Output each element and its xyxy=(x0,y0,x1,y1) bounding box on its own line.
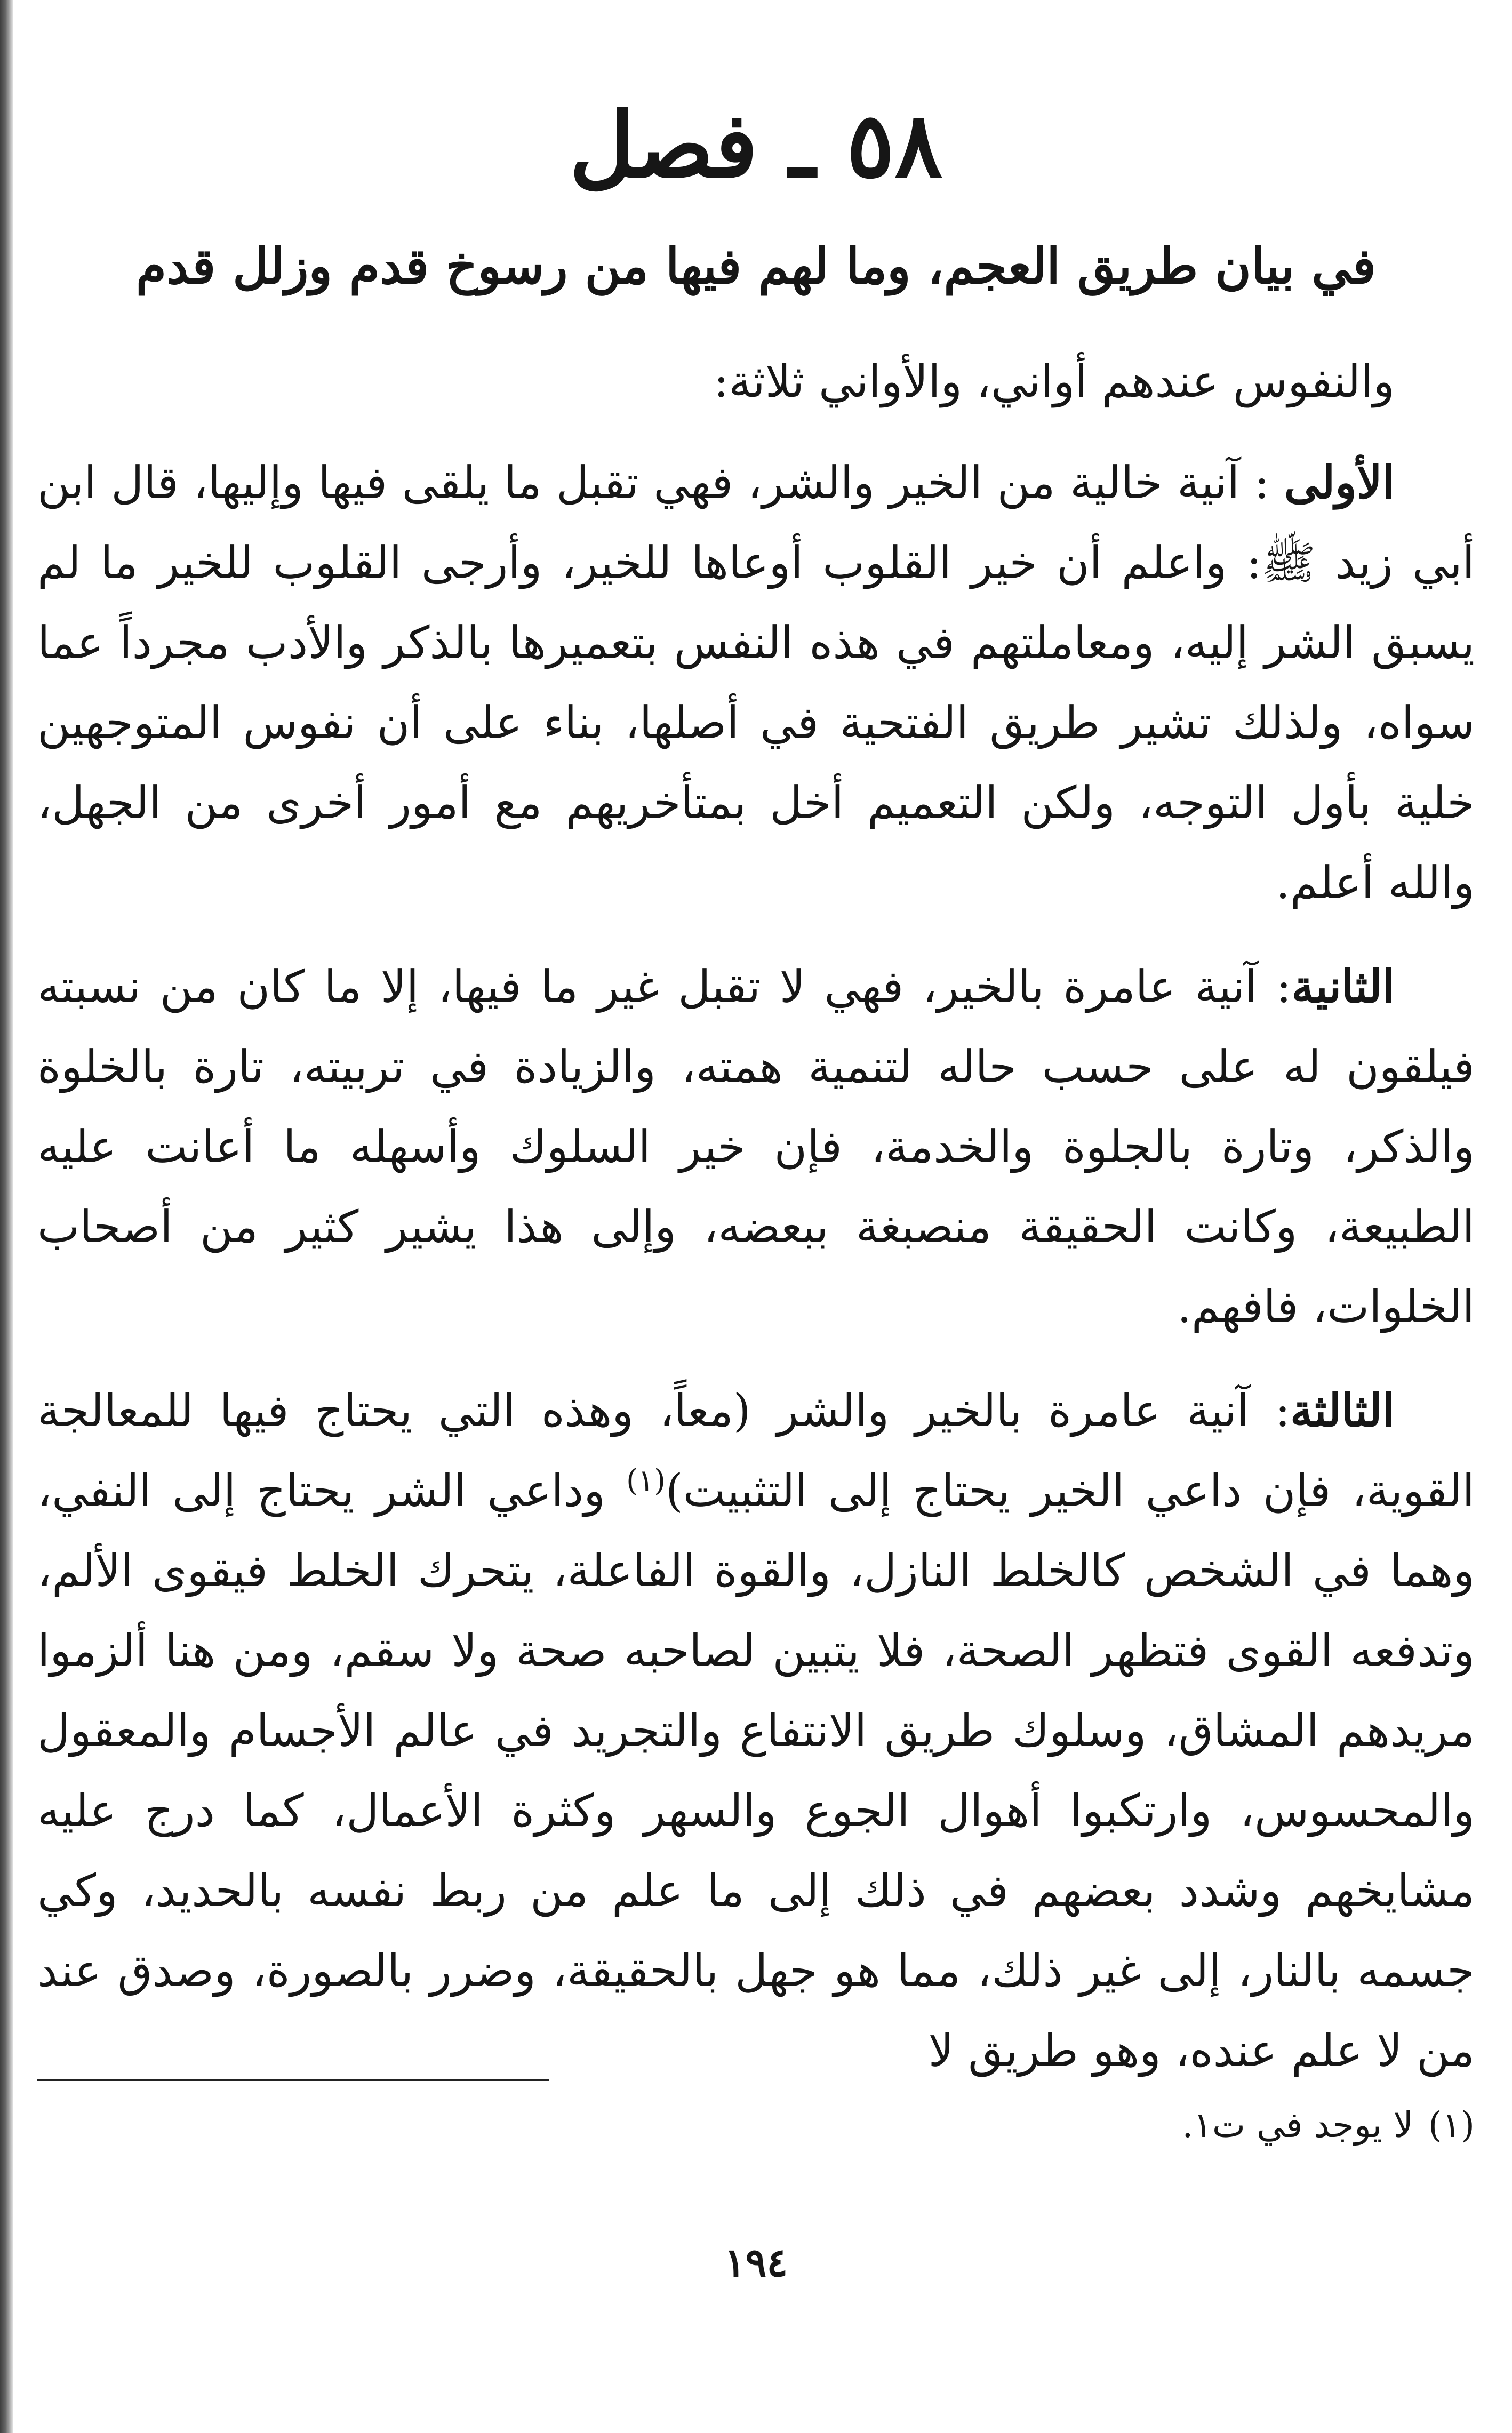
main-text xyxy=(37,341,1475,2115)
footnote-number: (١) xyxy=(1428,2104,1475,2146)
chapter-subtitle: في بيان طريق العجم، وما لهم فيها من رسوخ قدم وزلل قدم xyxy=(136,237,1376,295)
footnote-text: لا يوجد في ت١. xyxy=(1182,2104,1414,2146)
paragraph-label: الأولى xyxy=(1284,456,1395,509)
paragraph-third-vessel xyxy=(37,1371,1475,2091)
scan-binding-edge xyxy=(0,0,13,2433)
intro-paragraph: والنفوس عندهم أواني، والأواني ثلاثة: xyxy=(714,355,1395,407)
paragraph-first-vessel xyxy=(37,443,1475,923)
paragraph-text: : آنية عامرة بالخير والشر (معاً، وهذه التي يحتاج فيها للمعالجة القوية، فإن داعي الخير يحتاج إلى التثبيت) xyxy=(37,1384,1475,1517)
paragraph-text: : آنية خالية من الخير والشر، فهي تقبل ما يلقى فيها وإليها، قال ابن أبي زيد ﷺ: واعلم أن خير القلوب أوعاها للخير، وأرجى القلوب للخير ما لم يسبق الشر إليه، ومعاملتهم في هذه النفس بتعميرها بالذكر والأدب مجرداً عما سواه، ولذلك تشير طريق الفتحية في أصلها، بناء على أن نفوس المتوجهين خلية بأول التوجه، ولكن التعميم أخل بمتأخريهم مع أمور أخرى من الجهل، والله أعلم. xyxy=(37,457,1475,909)
paragraph-label: الثانية xyxy=(1291,960,1395,1013)
paragraph-label: الثالثة xyxy=(1290,1384,1395,1437)
footnote-marker: (١) xyxy=(626,1463,666,1498)
footnote xyxy=(37,2096,1475,2155)
paragraph-text: : آنية عامرة بالخير، فهي لا تقبل غير ما فيها، إلا ما كان من نسبته فيلقون له على حسب حاله لتنمية همته، والزيادة في تربيته، تارة بالخلوة والذكر، وتارة بالجلوة والخدمة، فإن خير السلوك وأسهله ما أعانت عليه الطبيعة، وكانت الحقيقة منصبغة ببعضه، وإلى هذا يشير كثير من أصحاب الخلوات، فافهم. xyxy=(37,961,1475,1333)
page-number: ١٩٤ xyxy=(724,2240,788,2286)
footnote-divider xyxy=(37,2079,549,2081)
chapter-title: ٥٨ ـ فصل xyxy=(569,92,943,198)
paragraph-second-vessel xyxy=(37,947,1475,1347)
paragraph-text-continued: وداعي الشر يحتاج إلى النفي، وهما في الشخص كالخلط النازل، والقوة الفاعلة، يتحرك الخلط فيقوى الألم، وتدفعه القوى فتظهر الصحة، فلا يتبين لصاحبه صحة ولا سقم، ومن هنا ألزموا مريدهم المشاق، وسلوك طريق الانتفاع والتجريد في عالم الأجسام والمعقول والمحسوس، وارتكبوا أهوال الجوع والسهر وكثرة الأعمال، كما درج عليه مشايخهم وشدد بعضهم في ذلك إلى ما علم من ربط نفسه بالحديد، وكي جسمه بالنار، إلى غير ذلك، مما هو جهل بالحقيقة، وضرر بالصورة، وصدق عند من لا علم عنده، وهو طريق لا xyxy=(37,1464,1475,2077)
